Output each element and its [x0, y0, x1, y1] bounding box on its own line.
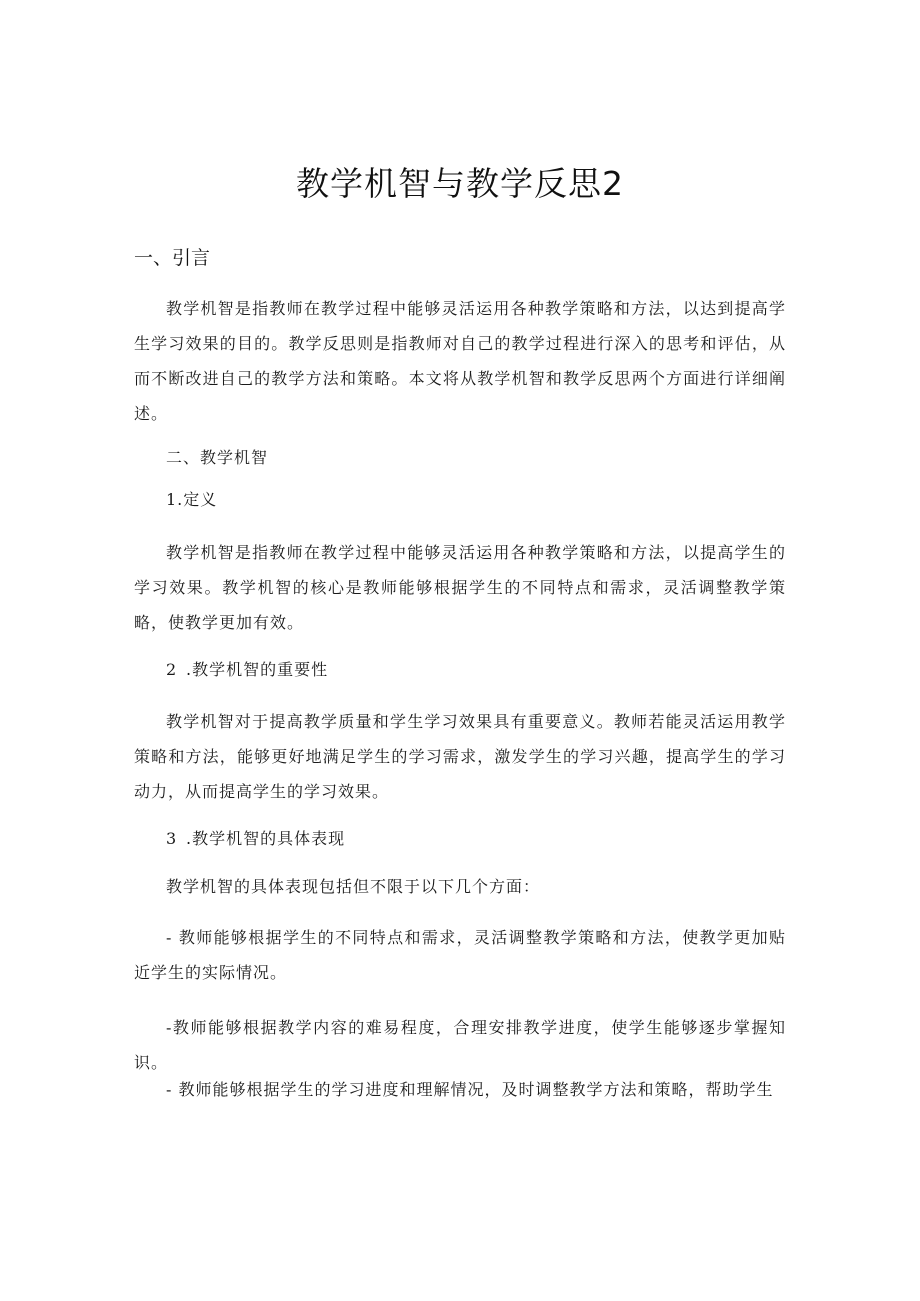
introduction-paragraph: 教学机智是指教师在教学过程中能够灵活运用各种教学策略和方法，以达到提高学生学习效果的目的。教学反思则是指教师对自己的教学过程进行深入的思考和评估，从而不断改进自己的教学方法和策略。本文将从教学机智和教学反思两个方面进行详细阐述。 — [134, 299, 786, 423]
importance-paragraph: 教学机智对于提高教学质量和学生学习效果具有重要意义。教师若能灵活运用教学策略和方法，能够更好地满足学生的学习需求，激发学生的学习兴趣，提高学生的学习动力，从而提高学生的学习效果。 — [134, 712, 786, 801]
bullet-item: - 教师能够根据学生的学习进度和理解情况，及时调整教学方法和策略，帮助学生 — [166, 1080, 774, 1099]
subsection-title: .教学机智的重要性 — [186, 660, 329, 679]
bullet-item: - 教师能够根据学生的不同特点和需求，灵活调整教学策略和方法，使教学更加贴近学生的实际情况。 — [134, 928, 786, 982]
subsection-heading-importance — [166, 655, 328, 685]
subsection-title: .教学机智的具体表现 — [186, 829, 346, 848]
document-title: 教学机智与教学反思2 — [296, 164, 624, 203]
bullet-item: -教师能够根据教学内容的难易程度，合理安排教学进度，使学生能够逐步掌握知识。 — [134, 1018, 786, 1072]
section-heading-teaching-wit: 二、教学机智 — [166, 448, 269, 467]
subsection-heading-manifestations — [166, 824, 345, 854]
definition-paragraph: 教学机智是指教师在教学过程中能够灵活运用各种教学策略和方法，以提高学生的学习效果。教学机智的核心是教师能够根据学生的不同特点和需求，灵活调整教学策略，使教学更加有效。 — [134, 543, 786, 632]
manifestations-intro: 教学机智的具体表现包括但不限于以下几个方面： — [166, 877, 541, 896]
subsection-number: 3 — [166, 829, 178, 848]
subsection-heading-definition: 1.定义 — [166, 490, 218, 509]
section-heading-introduction: 一、引言 — [134, 247, 211, 269]
subsection-number: 2 — [166, 660, 178, 679]
